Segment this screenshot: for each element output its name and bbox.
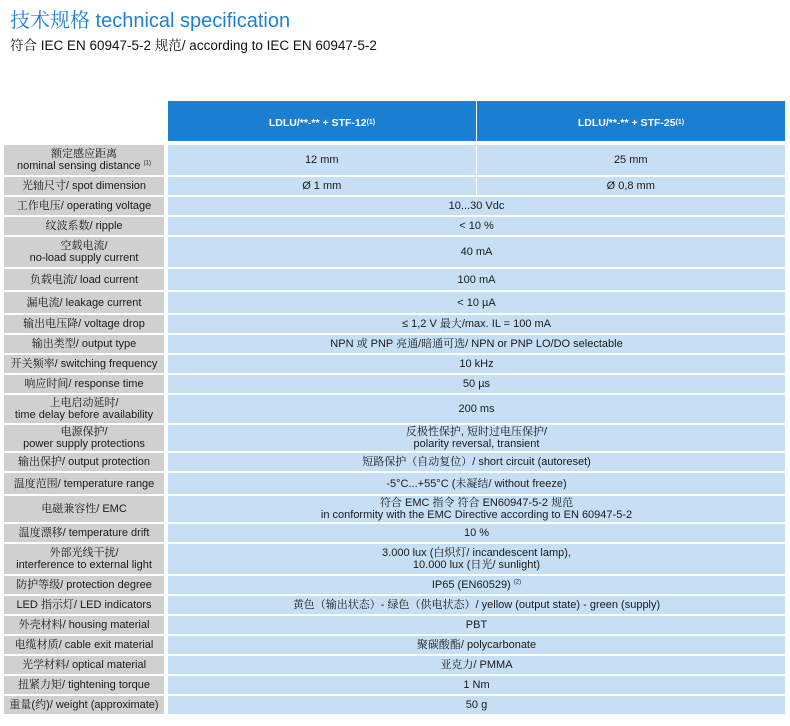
spec-label-text: nominal sensing distance: [17, 160, 141, 172]
table-row: [4, 576, 785, 594]
table-row: [4, 676, 785, 694]
spec-label: 光学材料/ optical material: [4, 656, 164, 674]
model-column-header-1: LDLU/**-** + STF-12 (1): [268, 117, 376, 129]
table-row: [4, 524, 785, 542]
spec-label: 纹波系数/ ripple: [4, 217, 164, 235]
spec-label: 温度范围/ temperature range: [4, 473, 164, 494]
spec-label-line: 空载电流/: [60, 240, 108, 252]
table-row: [4, 217, 785, 235]
table-row: [4, 269, 785, 290]
spec-value: 12 mm: [168, 145, 477, 175]
spec-value: 1 Nm: [168, 676, 785, 694]
spec-label: LED 指示灯/ LED indicators: [4, 596, 164, 614]
spec-value-line: 符合 EMC 指令 符合 EN60947-5-2 规范: [379, 497, 574, 509]
spec-value-text: IP65 (EN60529): [431, 579, 511, 591]
spec-label-line: no-load supply current: [29, 252, 139, 264]
spec-value: 聚碳酸酯/ polycarbonate: [168, 636, 785, 654]
spec-value-line: 10.000 lux (日光/ sunlight): [412, 559, 541, 571]
table-row: [4, 453, 785, 471]
spec-value: 10 %: [168, 524, 785, 542]
table-row: [4, 375, 785, 393]
spec-value: Ø 0,8 mm: [477, 177, 786, 195]
spec-value: 200 ms: [168, 395, 785, 423]
spec-label: 温度漂移/ temperature drift: [4, 524, 164, 542]
spec-label: 外壳材料/ housing material: [4, 616, 164, 634]
spec-value: Ø 1 mm: [168, 177, 477, 195]
spec-value: 黄色（输出状态）- 绿色（供电状态）/ yellow (output state) - green (supply): [168, 596, 785, 614]
spec-label: 防护等级/ protection degree: [4, 576, 164, 594]
spec-label: 电磁兼容性/ EMC: [4, 496, 164, 522]
spec-value-line: polarity reversal, transient: [413, 438, 540, 450]
spec-value: PBT: [168, 616, 785, 634]
table-row: [4, 395, 785, 423]
spec-label: 扭紧力矩/ tightening torque: [4, 676, 164, 694]
table-row: [4, 315, 785, 333]
model-column-header-2: LDLU/**-** + STF-25 (1): [476, 101, 785, 141]
table-row: [4, 355, 785, 373]
spec-label: 电缆材质/ cable exit material: [4, 636, 164, 654]
spec-label: 输出电压降/ voltage drop: [4, 315, 164, 333]
spec-value: 40 mA: [168, 237, 785, 267]
spec-label: 响应时间/ response time: [4, 375, 164, 393]
table-row: [4, 656, 785, 674]
spec-label: [4, 145, 164, 175]
table-row: [4, 596, 785, 614]
table-row: [4, 197, 785, 215]
table-row: [4, 544, 785, 574]
spec-label-line: 上电启动延时/: [49, 397, 119, 409]
spec-label: 光轴尺寸/ spot dimension: [4, 177, 164, 195]
spec-value-line: 反极性保护, 短时过电压保护/: [405, 426, 548, 438]
page-subtitle: 符合 IEC EN 60947-5-2 规范/ according to IEC EN 60947-5-2: [10, 38, 377, 53]
table-row: [4, 177, 785, 195]
model-name-2: LDLU/**-** + STF-25: [577, 117, 676, 129]
spec-label: [4, 237, 164, 267]
table-row: [4, 145, 785, 175]
spec-label-line: interference to external light: [16, 559, 152, 571]
spec-label: 开关频率/ switching frequency: [4, 355, 164, 373]
spec-value-line: 3.000 lux (白炽灯/ incandescent lamp),: [382, 547, 571, 559]
spec-label: 重量(约)/ weight (approximate): [4, 696, 164, 714]
spec-value: 短路保护（自动复位）/ short circuit (autoreset): [168, 453, 785, 471]
table-row: [4, 237, 785, 267]
spec-value-line: in conformity with the EMC Directive according to EN 60947-5-2: [320, 509, 633, 521]
spec-value: < 10 µA: [168, 292, 785, 313]
spec-value: [168, 425, 785, 451]
spec-value: ≤ 1,2 V 最大/max. IL = 100 mA: [168, 315, 785, 333]
spec-label-line: 外部光线干扰/: [49, 547, 119, 559]
table-row: [4, 425, 785, 451]
table-row: [4, 335, 785, 353]
spec-value: 10 kHz: [168, 355, 785, 373]
spec-value: 100 mA: [168, 269, 785, 290]
spec-value: 50 µs: [168, 375, 785, 393]
specification-table: [4, 143, 785, 716]
spec-label: [4, 425, 164, 451]
spec-label: 输出类型/ output type: [4, 335, 164, 353]
spec-value: [168, 496, 785, 522]
spec-value: 50 g: [168, 696, 785, 714]
table-row: [4, 496, 785, 522]
spec-value: NPN 或 PNP 亮通/暗通可选/ NPN or PNP LO/DO selectable: [168, 335, 785, 353]
spec-label-line: [6, 160, 162, 172]
spec-value: 亚克力/ PMMA: [168, 656, 785, 674]
spec-label: 负载电流/ load current: [4, 269, 164, 290]
footnote-marker: (1): [143, 160, 151, 167]
page-title: 技术规格 technical specification: [10, 10, 291, 32]
spec-label-line: 额定感应距离: [51, 148, 117, 160]
spec-value: [168, 576, 785, 594]
spec-label: [4, 395, 164, 423]
table-row: [4, 473, 785, 494]
spec-label: 漏电流/ leakage current: [4, 292, 164, 313]
spec-value: 10...30 Vdc: [168, 197, 785, 215]
table-row: [4, 636, 785, 654]
spec-label: 工作电压/ operating voltage: [4, 197, 164, 215]
spec-label: [4, 544, 164, 574]
table-header: [168, 101, 785, 141]
spec-label-line: time delay before availability: [14, 409, 154, 421]
table-row: [4, 696, 785, 714]
footnote-marker: (2): [513, 579, 522, 586]
model-name-1: LDLU/**-** + STF-12: [268, 117, 367, 129]
spec-label-line: power supply protections: [23, 438, 145, 450]
spec-label: 输出保护/ output protection: [4, 453, 164, 471]
spec-value: 25 mm: [477, 145, 786, 175]
spec-label-line: 电源保护/: [60, 426, 108, 438]
spec-value: -5°C...+55°C (未凝结/ without freeze): [168, 473, 785, 494]
table-row: [4, 616, 785, 634]
spec-value: [168, 544, 785, 574]
table-row: [4, 292, 785, 313]
spec-value: < 10 %: [168, 217, 785, 235]
